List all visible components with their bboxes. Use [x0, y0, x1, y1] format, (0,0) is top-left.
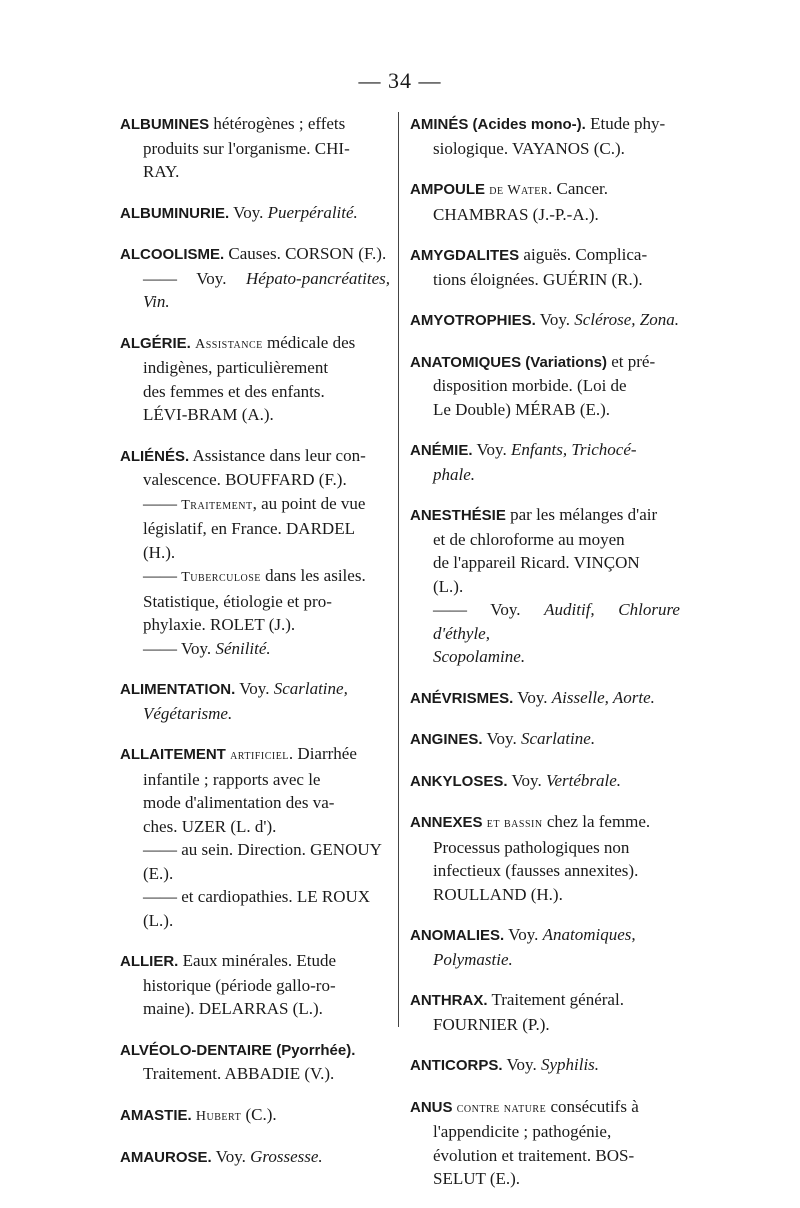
- entry-line: [120, 201, 390, 226]
- cross-reference: Puerpéralité.: [267, 202, 358, 222]
- cross-reference: Sénilité.: [215, 638, 271, 658]
- cross-reference: Auditif, Chlorure d'éthyle,: [433, 600, 680, 643]
- entry-line: [120, 331, 390, 357]
- entry-text: maine). DELARRAS (L.).: [143, 999, 323, 1018]
- entry-text: Traitement. ABBADIE (V.).: [143, 1064, 335, 1083]
- entry-line: [120, 160, 390, 184]
- entry-text: Causes. CORSON (F.).: [224, 244, 387, 263]
- entry-heading: AMASTIE.: [120, 1106, 192, 1124]
- index-entry: [120, 331, 390, 427]
- entry-line: [410, 883, 680, 907]
- cross-reference: Polymastie.: [433, 949, 513, 969]
- entry-line: [410, 1095, 680, 1121]
- index-entry: [410, 308, 680, 333]
- entry-text: Eaux minérales. Etude: [178, 951, 337, 970]
- entry-heading: ANGINES.: [410, 731, 483, 748]
- entry-line: [410, 727, 680, 752]
- entry-text: Voy.: [513, 687, 552, 707]
- entry-text: hétérogènes ; effets: [209, 114, 346, 133]
- entry-line: [120, 677, 390, 702]
- entry-text: ches. UZER (L. d').: [143, 816, 277, 836]
- cross-reference: Syphilis.: [540, 1055, 600, 1074]
- entry-heading: AMYGDALITES: [410, 247, 520, 264]
- entry-line: [120, 492, 390, 518]
- entry-text: (E.).: [143, 863, 174, 883]
- cross-reference: Scarlatine.: [520, 729, 596, 748]
- entry-line: [410, 308, 680, 333]
- entry-text: produits sur l'organisme. CHI-: [143, 138, 350, 158]
- entry-text: Voy.: [504, 925, 543, 944]
- entry-text: consécutifs à: [546, 1096, 639, 1116]
- entry-text: Le Double) MÉRAB (E.).: [433, 399, 611, 419]
- entry-line: [120, 637, 390, 661]
- entry-text: Voy.: [229, 202, 268, 222]
- entry-text: Tuberculose: [181, 570, 261, 585]
- entry-text: Processus pathologiques non: [433, 837, 630, 857]
- entry-heading: ANTHRAX.: [410, 992, 488, 1009]
- entry-text: Traitement général.: [487, 990, 624, 1009]
- entry-heading: ANTICORPS.: [410, 1057, 503, 1074]
- cross-reference: Scopolamine.: [433, 647, 526, 666]
- entry-heading: ANUS: [410, 1098, 453, 1116]
- entry-text: FOURNIER (P.).: [433, 1014, 550, 1034]
- index-entry: [120, 1145, 390, 1170]
- entry-heading: ANKYLOSES.: [410, 772, 508, 790]
- entry-text: —— et cardiopathies. LE ROUX: [143, 887, 371, 906]
- entry-text: CHAMBRAS (J.-P.-A.).: [433, 204, 599, 224]
- index-entry: [410, 1053, 680, 1078]
- entry-text: aiguës. Complica-: [519, 245, 648, 264]
- entry-text: Hubert: [195, 1108, 242, 1124]
- index-entry: [410, 503, 680, 669]
- entry-text: historique (période gallo-ro-: [143, 975, 336, 995]
- entry-heading: ALIÉNÉS.: [120, 447, 190, 465]
- entry-text: (C.).: [241, 1104, 277, 1124]
- entry-text: infectieux (fausses annexites).: [433, 861, 639, 880]
- index-entry: [410, 1095, 680, 1191]
- entry-text: par les mélanges d'air: [505, 505, 658, 524]
- entry-heading: ALCOOLISME.: [120, 246, 225, 263]
- entry-heading: ALBUMINURIE.: [120, 204, 230, 222]
- entry-line: [410, 463, 680, 487]
- cross-reference: Vertébrale.: [545, 770, 622, 790]
- entry-text: Assistance: [195, 336, 263, 352]
- entry-heading: (Pyorrhée).: [276, 1041, 356, 1059]
- entry-text: . Cancer.: [548, 179, 608, 198]
- entry-line: [410, 203, 680, 227]
- right-column: [410, 112, 680, 1208]
- entry-line: [410, 503, 680, 528]
- entry-text: Voy.: [235, 679, 274, 698]
- entry-text: , au point de vue: [252, 493, 366, 513]
- left-column: [120, 112, 390, 1187]
- entry-line: [410, 810, 680, 836]
- entry-line: [120, 517, 390, 541]
- entry-text: et pré-: [606, 351, 656, 371]
- entry-text: RAY.: [143, 162, 180, 181]
- entry-text: siologique. VAYANOS (C.).: [433, 138, 625, 158]
- entry-text: de l'appareil Ricard. VINÇON: [433, 553, 640, 572]
- entry-text: mode d'alimentation des va-: [143, 793, 335, 812]
- entry-text: (L.).: [433, 576, 464, 596]
- entry-line: [410, 1167, 680, 1191]
- entry-line: [120, 356, 390, 380]
- entry-line: [410, 686, 680, 711]
- entry-heading: ALVÉOLO-DENTAIRE: [120, 1041, 272, 1059]
- entry-line: [410, 598, 680, 645]
- entry-text: Voy.: [535, 310, 575, 329]
- entry-heading: ALLIER.: [120, 953, 179, 970]
- entry-line: [120, 862, 390, 886]
- entry-text: tions éloignées. GUÉRIN (R.).: [433, 269, 643, 289]
- index-entry: [120, 112, 390, 184]
- cross-reference: Hépato-pancréatites, Vin.: [143, 268, 390, 311]
- entry-line: [410, 177, 680, 203]
- entry-text: indigènes, particulièrement: [143, 358, 329, 377]
- entry-heading: ANÉMIE.: [410, 442, 473, 459]
- index-entry: [410, 112, 680, 160]
- entry-heading: ANÉVRISMES.: [410, 689, 514, 707]
- entry-text: législatif, en France. DARDEL: [143, 519, 355, 538]
- entry-text: des femmes et des enfants.: [143, 381, 325, 401]
- index-entry: [120, 677, 390, 725]
- index-entry: [120, 201, 390, 226]
- entry-line: [410, 137, 680, 161]
- entry-text: contre nature: [456, 1100, 547, 1116]
- column-divider: [398, 112, 399, 1027]
- entry-line: [120, 137, 390, 161]
- entry-line: [120, 949, 390, 974]
- entry-line: [120, 815, 390, 839]
- entry-line: [120, 380, 390, 404]
- index-entry: [410, 810, 680, 906]
- entry-text: —— Voy.: [143, 268, 246, 288]
- entry-text: Voy.: [211, 1147, 251, 1166]
- entry-text: Voy.: [472, 440, 511, 459]
- entry-text: Assistance dans leur con-: [189, 445, 366, 465]
- cross-reference: Scarlatine,: [273, 679, 348, 698]
- entry-line: [410, 1053, 680, 1078]
- index-entry: [120, 444, 390, 661]
- index-entry: [410, 686, 680, 711]
- entry-line: [410, 1013, 680, 1037]
- entry-line: [410, 923, 680, 948]
- cross-reference: phale.: [433, 464, 476, 484]
- entry-text: (H.).: [143, 542, 176, 562]
- cross-reference: Anatomiques,: [542, 925, 636, 944]
- entry-line: [410, 948, 680, 972]
- entry-line: [410, 645, 680, 669]
- entry-text: et bassin: [486, 816, 543, 831]
- entry-line: [410, 350, 680, 375]
- entry-line: [410, 988, 680, 1013]
- entry-line: [410, 575, 680, 599]
- index-entry: [410, 769, 680, 794]
- entry-text: —— Voy.: [143, 638, 216, 658]
- entry-line: [120, 613, 390, 637]
- entry-heading: AMPOULE: [410, 181, 485, 198]
- cross-reference: Sclérose, Zona.: [574, 310, 679, 329]
- cross-reference: Grossesse.: [250, 1147, 323, 1166]
- entry-text: artificiel: [230, 748, 289, 763]
- index-entry: [410, 350, 680, 422]
- entry-line: [410, 243, 680, 268]
- entry-text: chez la femme.: [542, 812, 651, 831]
- entry-line: [120, 541, 390, 565]
- entry-text: Etude phy-: [585, 114, 666, 133]
- entry-text: LÉVI-BRAM (A.).: [143, 405, 274, 424]
- index-entry: [120, 1103, 390, 1129]
- entry-line: [120, 242, 390, 267]
- entry-line: [120, 1103, 390, 1129]
- entry-line: [120, 768, 390, 792]
- entry-line: [410, 551, 680, 575]
- entry-line: [120, 702, 390, 726]
- entry-text: médicale des: [262, 332, 356, 352]
- entry-line: [120, 1038, 390, 1063]
- entry-line: [120, 974, 390, 998]
- entry-text: ROULLAND (H.).: [433, 884, 563, 904]
- entry-line: [410, 112, 680, 137]
- entry-heading: ALGÉRIE.: [120, 334, 191, 352]
- entry-line: [120, 403, 390, 427]
- index-entry: [120, 742, 390, 932]
- entry-line: [410, 859, 680, 883]
- entry-line: [410, 1144, 680, 1168]
- entry-line: [120, 885, 390, 909]
- index-entry: [410, 243, 680, 291]
- entry-line: [120, 267, 390, 314]
- entry-line: [410, 438, 680, 463]
- entry-heading: ANOMALIES.: [410, 927, 505, 944]
- entry-line: [410, 836, 680, 860]
- entry-heading: ALIMENTATION.: [120, 681, 236, 698]
- entry-text: dans les asiles.: [260, 566, 366, 585]
- entry-text: Voy.: [502, 1055, 541, 1074]
- entry-line: [410, 769, 680, 794]
- entry-text: (L.).: [143, 910, 174, 930]
- index-entry: [410, 988, 680, 1036]
- entry-line: [120, 564, 390, 590]
- entry-line: [410, 268, 680, 292]
- entry-heading: ANESTHÉSIE: [410, 507, 506, 524]
- entry-heading: AMYOTROPHIES.: [410, 312, 536, 329]
- entry-line: [120, 468, 390, 492]
- entry-line: [120, 1062, 390, 1086]
- entry-text: évolution et traitement. BOS-: [433, 1145, 635, 1165]
- entry-line: [120, 1145, 390, 1170]
- entry-text: ——: [143, 566, 182, 585]
- entry-line: [120, 590, 390, 614]
- entry-heading: ANNEXES: [410, 814, 483, 831]
- index-entry: [410, 177, 680, 226]
- entry-text: Voy.: [482, 729, 521, 748]
- entry-text: de Water: [489, 183, 549, 198]
- entry-text: phylaxie. ROLET (J.).: [143, 615, 296, 634]
- entry-text: —— Voy.: [433, 600, 545, 619]
- entry-line: [120, 112, 390, 137]
- entry-line: [120, 791, 390, 815]
- entry-text: . Diarrhée: [288, 744, 357, 763]
- entry-heading: ALBUMINES: [120, 116, 210, 133]
- entry-text: l'appendicite ; pathogénie,: [433, 1122, 612, 1141]
- entry-line: [120, 444, 390, 469]
- entry-text: ——: [143, 493, 182, 513]
- entry-text: Voy.: [507, 770, 546, 790]
- entry-text: Traitement: [181, 497, 253, 513]
- entry-line: [410, 398, 680, 422]
- entry-text: Statistique, étiologie et pro-: [143, 591, 332, 611]
- entry-heading: ALLAITEMENT: [120, 746, 226, 763]
- entry-text: valescence. BOUFFARD (F.).: [143, 470, 347, 489]
- entry-line: [120, 742, 390, 768]
- cross-reference: Végétarisme.: [143, 703, 233, 723]
- entry-text: et de chloroforme au moyen: [433, 529, 625, 549]
- index-entry: [120, 1038, 390, 1086]
- index-entry: [410, 923, 680, 971]
- entry-line: [120, 909, 390, 933]
- index-entry: [410, 438, 680, 486]
- index-entry: [120, 949, 390, 1021]
- entry-text: SELUT (E.).: [433, 1169, 521, 1188]
- entry-heading: AMAUROSE.: [120, 1149, 212, 1166]
- index-entry: [120, 242, 390, 314]
- entry-text: —— au sein. Direction. GENOUY: [143, 840, 382, 859]
- index-entry: [410, 727, 680, 752]
- entry-text: infantile ; rapports avec le: [143, 769, 321, 789]
- cross-reference: Enfants, Trichocé-: [510, 440, 637, 459]
- entry-line: [410, 1120, 680, 1144]
- entry-line: [410, 374, 680, 398]
- entry-heading: ANATOMIQUES (Variations): [410, 353, 607, 371]
- entry-heading: AMINÉS (Acides mono-).: [410, 116, 586, 133]
- cross-reference: Aisselle, Aorte.: [551, 687, 655, 707]
- page-number: — 34 —: [358, 68, 442, 93]
- entry-line: [410, 528, 680, 552]
- entry-text: disposition morbide. (Loi de: [433, 376, 627, 395]
- entry-line: [120, 997, 390, 1021]
- entry-line: [120, 838, 390, 862]
